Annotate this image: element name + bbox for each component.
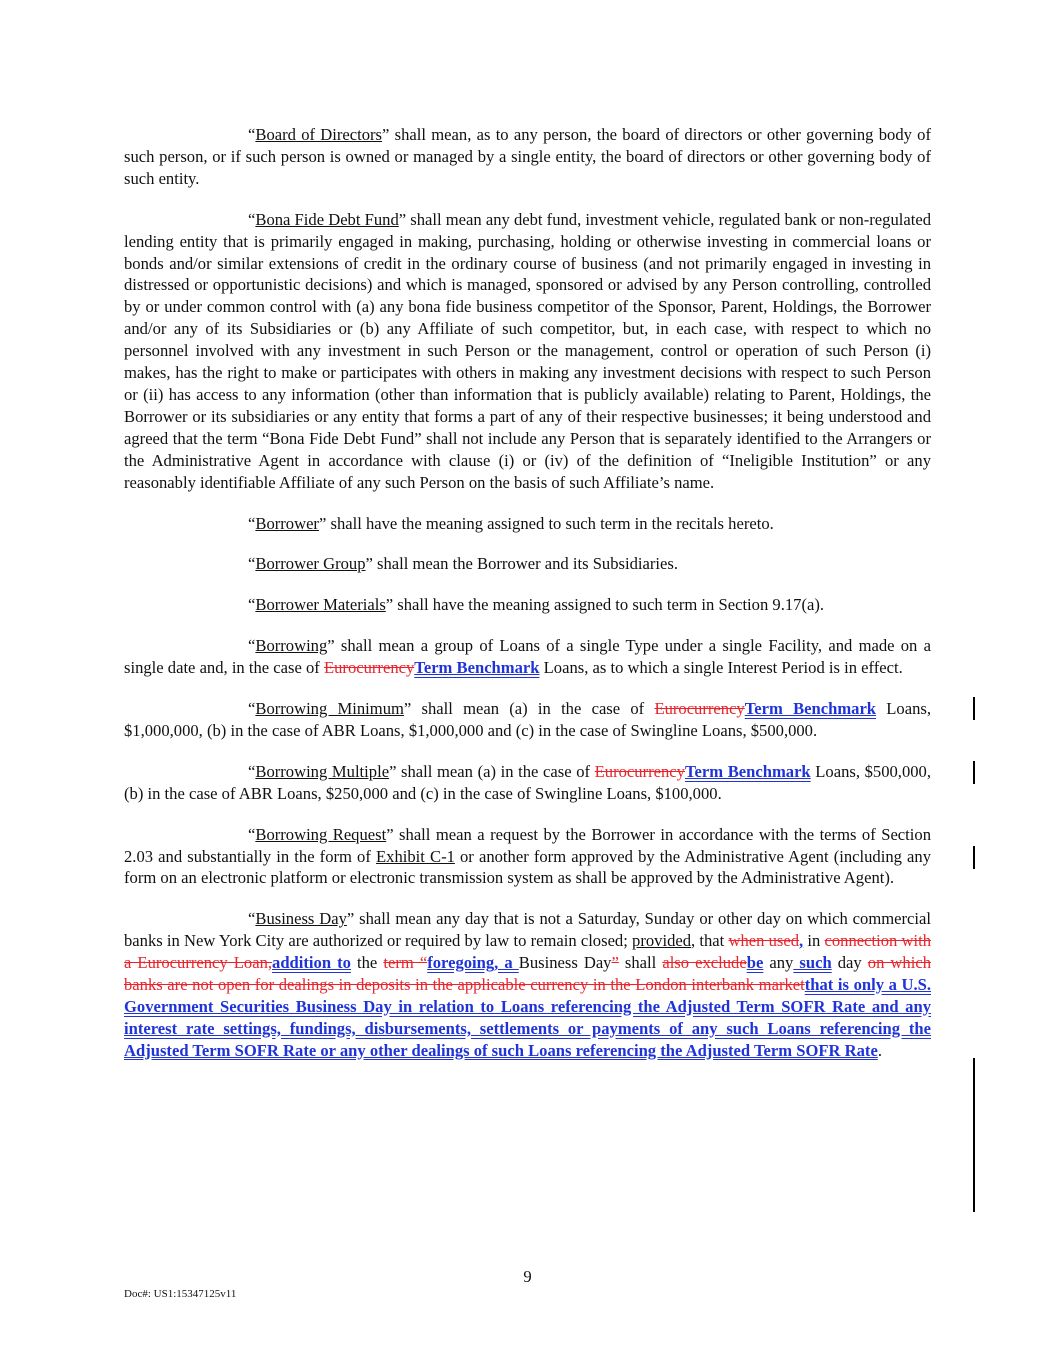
defined-term: Bona Fide Debt Fund	[255, 209, 399, 229]
definition-text: ” shall mean any day that is not a Saturday, Sunday or other day on which commercial banks in New York City are authorized or required by law to remain closed;	[124, 909, 931, 951]
definitions-section	[124, 124, 931, 1081]
definition-text: ” shall have the meaning assigned to such term in the recitals hereto.	[318, 513, 774, 533]
page-number: 9	[523, 1267, 532, 1286]
definition-text: in	[803, 931, 825, 951]
document-id: Doc#: US1:15347125v11	[124, 1288, 237, 1300]
definition-text: ” shall mean a group of Loans of a single Type under a single Facility, and made on a single date and, in the case of	[124, 636, 931, 678]
definition-text: ” shall mean (a) in the case of	[389, 761, 595, 781]
definition-text: ” shall have the meaning assigned to such term in Section 9.17(a).	[385, 595, 825, 615]
deleted-text: ”	[611, 953, 619, 973]
defined-term: Borrower Group	[255, 554, 366, 574]
definition-board-of-directors: “Board of Directors” shall mean, as to any person, the board of directors or other governing body of such person, or if such person is owned or managed by a single entity, the board of directors or other governing body of such entity.	[124, 125, 931, 188]
deleted-text: Eurocurrency	[594, 761, 685, 781]
inserted-text: that is only a U.S. Government Securities Business Day in relation to Loans referencing the Adjusted Term SOFR Rate and any interest rate settings, fundings, disbursements, settlements or payments of any such Loans referencing the Adjusted Term SOFR Rate or any other dealings of such Loans referencing the Adjusted Term SOFR Rate	[124, 975, 931, 1060]
definition-borrowing-minimum: “Borrowing Minimum” shall mean (a) in the case of EurocurrencyTerm Benchmark Loans, $1,000,000, (b) in the case of ABR Loans, $1,000,000 and (c) in the case of Swingline Loans, $500,000.	[124, 699, 931, 740]
change-bar	[973, 761, 975, 784]
inserted-text: be	[746, 953, 764, 973]
deleted-text: connection with a Eurocurrency Loan,	[124, 931, 932, 973]
definition-borrower-materials: “Borrower Materials” shall have the meaning assigned to such term in Section 9.17(a).	[248, 595, 825, 615]
deleted-text: Eurocurrency	[323, 658, 415, 678]
definition-text: Loans, $500,000, (b) in the case of ABR Loans, $250,000 and (c) in the case of Swingline Loans, $100,000.	[124, 761, 931, 803]
definition-text: day	[831, 953, 868, 973]
defined-term: Borrowing Minimum	[255, 699, 404, 719]
inserted-text: Term Benchmark	[684, 761, 811, 781]
defined-term: Borrower Materials	[255, 595, 386, 615]
inserted-text: addition to	[272, 953, 351, 973]
provided-keyword: provided	[632, 931, 692, 951]
definition-borrowing-multiple: “Borrowing Multiple” shall mean (a) in the case of EurocurrencyTerm Benchmark Loans, $500,000, (b) in the case of ABR Loans, $250,000 and (c) in the case of Swingline Loans, $100,000.	[124, 761, 931, 803]
definition-business-day: “Business Day” shall mean any day that is not a Saturday, Sunday or other day on which commercial banks in New York City are authorized or required by law to remain closed; provided, that when used, in connection with a Eurocurrency Loan,addition to the term “foregoing, a Business Day” shall also excludebe any such day on which banks are not open for dealings in deposits in the applicable currency in the London interbank marketthat is only a U.S. Government Securities Business Day in relation to Loans referencing the Adjusted Term SOFR Rate and any interest rate settings, fundings, disbursements, settlements or payments of any such Loans referencing the Adjusted Term SOFR Rate or any other dealings of such Loans referencing the Adjusted Term SOFR Rate.	[124, 909, 932, 1060]
deleted-text: when used	[728, 931, 800, 951]
definition-text: Business Day	[518, 953, 612, 973]
exhibit-reference: Exhibit C-1	[376, 846, 455, 866]
definition-borrowing-request: “Borrowing Request” shall mean a request by the Borrower in accordance with the terms of Section 2.03 and substantially in the form of Exhibit C-1 or another form approved by the Administrative Agent (including any form on an electronic platform or electronic transmission system as shall be approved by the Administrative Agent).	[124, 824, 931, 888]
definition-borrower: “Borrower” shall have the meaning assigned to such term in the recitals hereto.	[248, 513, 774, 533]
definition-text: the	[350, 953, 384, 973]
defined-term: Borrowing Multiple	[255, 761, 390, 781]
defined-term: Board of Directors	[255, 125, 383, 144]
definition-text: any	[763, 953, 794, 973]
definition-text: ” shall mean any debt fund, investment vehicle, regulated bank or non-regulated lending entity that is primarily engaged in making, purchasing, holding or otherwise investing in commercial loans or bonds and/or similar extensions of credit in the ordinary course of business (and not primarily engaged in investing in distressed or opportunistic decisions) and which is managed, sponsored or advised by any Person controlling, controlled by or under common control with (a) any bona fide business competitor of the Sponsor, Parent, Holdings, the Borrower and/or any of its Subsidiaries or (b) any Affiliate of such competitor, but, in each case, with respect to which no personnel involved with any investment in such Person or the management, control or operation of such Person (i) makes, has the right to make or participates with others in making any investment decisions with respect to such Person or (ii) has access to any information (other than information that is publicly available) relating to Parent, Holdings, the Borrower or its subsidiaries or any entity that forms a part of any of their respective businesses; it being understood and agreed that the term “Bona Fide Debt Fund” shall not include any Person that is separately identified to the Arrangers or the Administrative Agent in accordance with clause (i) or (iv) of the definition of “Ineligible Institution” or any reasonably identifiable Affiliate of any such Person on the basis of such Affiliate’s name.	[124, 209, 931, 492]
deleted-text: term “	[383, 953, 428, 973]
definition-bona-fide-debt-fund: “Bona Fide Debt Fund” shall mean any debt fund, investment vehicle, regulated bank or non-regulated lending entity that is primarily engaged in making, purchasing, holding or otherwise investing in commercial loans or bonds and/or similar extensions of credit in the ordinary course of business (and not primarily engaged in investing in distressed or opportunistic decisions) and which is managed, sponsored or advised by any Person controlling, controlled by or under common control with (a) any bona fide business competitor of the Sponsor, Parent, Holdings, the Borrower and/or any of its Subsidiaries or (b) any Affiliate of such competitor, but, in each case, with respect to which no personnel involved with any investment in such Person or the management, control or operation of such Person (i) makes, has the right to make or participates with others in making any investment decisions with respect to such Person or (ii) has access to any information (other than information that is publicly available) relating to Parent, Holdings, the Borrower or its subsidiaries or any entity that forms a part of any of their respective businesses; it being understood and agreed that the term “Bona Fide Debt Fund” shall not include any Person that is separately identified to the Arrangers or the Administrative Agent in accordance with clause (i) or (iv) of the definition of “Ineligible Institution” or any reasonably identifiable Affiliate of any such Person on the basis of such Affiliate’s name.	[124, 209, 931, 492]
defined-term: Borrower	[255, 513, 319, 533]
definition-text: ” shall mean (a) in the case of	[403, 699, 655, 719]
definition-borrower-group: “Borrower Group” shall mean the Borrower and its Subsidiaries.	[248, 554, 678, 574]
inserted-text: such	[793, 953, 832, 973]
definition-text: Loans, $1,000,000, (b) in the case of ABR Loans, $1,000,000 and (c) in the case of Swingline Loans, $500,000.	[124, 699, 931, 740]
deleted-text: on which banks are not open for dealings in deposits in the applicable currency in the London interbank market	[124, 953, 931, 995]
defined-term: Borrowing	[255, 636, 328, 656]
change-bar	[973, 1058, 975, 1212]
deleted-text: Eurocurrency	[654, 699, 745, 719]
inserted-text: ,	[799, 931, 804, 951]
definition-text: ” shall mean, as to any person, the board of directors or other governing body of such person, or if such person is owned or managed by a single entity, the board of directors or other governing body of such entity.	[124, 125, 931, 188]
definition-text: ” shall mean a request by the Borrower in accordance with the terms of Section 2.03 and substantially in the form of	[124, 824, 931, 866]
definition-text: ” shall mean the Borrower and its Subsidiaries.	[365, 554, 678, 574]
definition-text: shall	[618, 953, 663, 973]
deleted-text: also exclude	[662, 953, 747, 973]
inserted-text: Term Benchmark	[414, 658, 540, 678]
definition-borrowing: “Borrowing” shall mean a group of Loans of a single Type under a single Facility, and made on a single date and, in the case of EurocurrencyTerm Benchmark Loans, as to which a single Interest Period is in effect.	[124, 636, 931, 678]
inserted-text: foregoing, a	[427, 953, 519, 973]
defined-term: Borrowing Request	[255, 824, 387, 844]
definition-text: or another form approved by the Administrative Agent (including any form on an electronic platform or electronic transmission system as shall be approved by the Administrative Agent).	[124, 846, 931, 888]
defined-term: Business Day	[255, 909, 347, 929]
definition-text: Loans, as to which a single Interest Period is in effect.	[539, 658, 903, 678]
inserted-text: Term Benchmark	[744, 699, 877, 719]
change-bar	[973, 846, 975, 869]
definition-text: .	[877, 1040, 882, 1060]
definition-text: , that	[691, 931, 729, 951]
change-bar	[973, 697, 975, 720]
